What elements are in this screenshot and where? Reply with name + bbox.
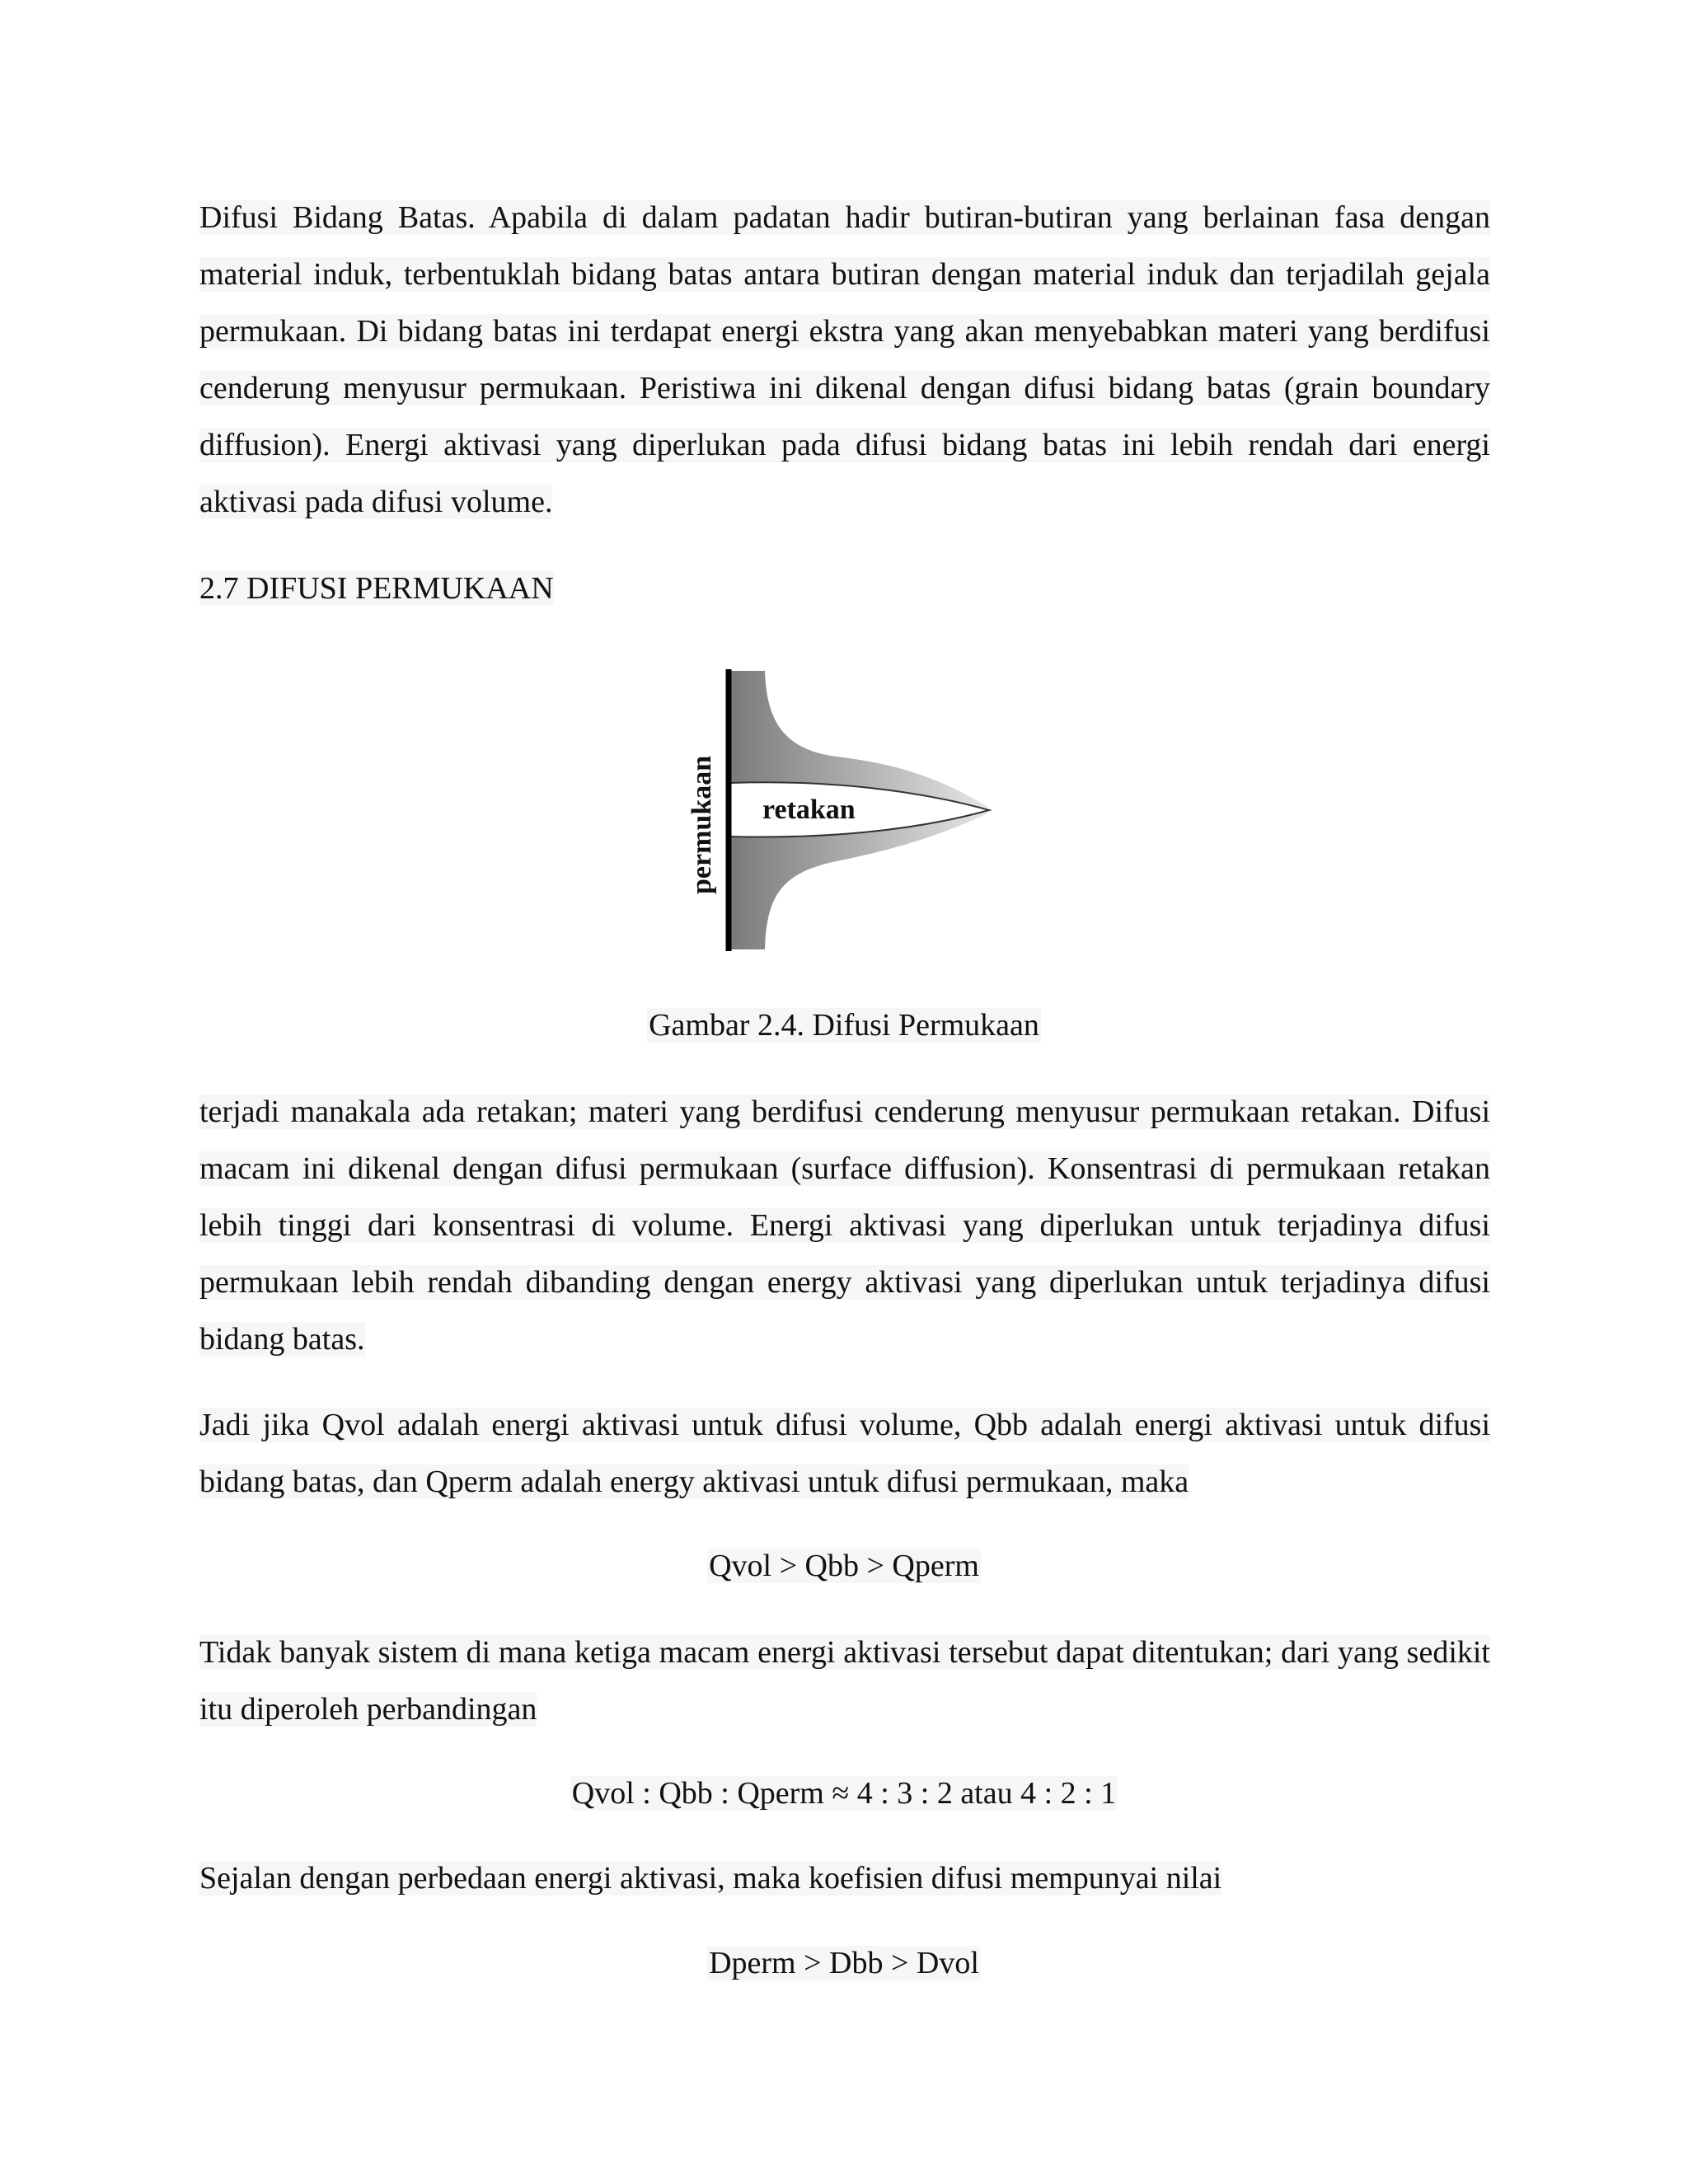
equation-text: Qvol : Qbb : Qperm ≈ 4 : 3 : 2 atau 4 : 2 : 1 [571, 1776, 1117, 1811]
equation-activation-order [0, 1538, 1688, 1595]
crack-label: retakan [762, 794, 856, 825]
surface-diffusion-figure [643, 659, 1006, 972]
paragraph-text: Jadi jika Qvol adalah energi aktivasi untuk difusi volume, Qbb adalah energi aktivasi untuk difusi bidang batas, dan Qperm adalah energy aktivasi untuk difusi permukaan, maka [199, 1408, 1490, 1499]
paragraph-text: Difusi Bidang Batas. Apabila di dalam padatan hadir butiran-butiran yang berlainan fasa dengan material induk, terbentuklah bidang batas antara butiran dengan material induk dan terjadilah gejala permukaan. Di bidang batas ini terdapat energi ekstra yang akan menyebabkan materi yang berdifusi cenderung menyusur permukaan. Peristiwa ini dikenal dengan difusi bidang batas (grain boundary diffusion). Energi aktivasi yang diperlukan pada difusi bidang batas ini lebih rendah dari energi aktivasi pada difusi volume. [199, 200, 1490, 519]
figure-caption [0, 997, 1688, 1054]
section-heading-text: 2.7 DIFUSI PERMUKAAN [199, 571, 554, 606]
figure-caption-text: Gambar 2.4. Difusi Permukaan [649, 1008, 1039, 1043]
section-heading [199, 560, 1490, 617]
paragraph-diffusion-coefficient [199, 1850, 1490, 1907]
paragraph-surface-diffusion [199, 1084, 1490, 1368]
equation-activation-ratio [0, 1765, 1688, 1822]
paragraph-text: terjadi manakala ada retakan; materi yang berdifusi cenderung menyusur permukaan retakan. Difusi macam ini dikenal dengan difusi permukaan (surface diffusion). Konsentrasi di permukaan retakan lebih tinggi dari konsentrasi di volume. Energi aktivasi yang diperlukan untuk terjadinya difusi permukaan lebih rendah dibanding dengan energy aktivasi yang diperlukan untuk terjadinya difusi bidang batas. [199, 1094, 1490, 1357]
paragraph-grain-boundary [199, 190, 1490, 531]
equation-diffusion-order [0, 1935, 1688, 1992]
paragraph-text: Tidak banyak sistem di mana ketiga macam energi aktivasi tersebut dapat ditentukan; dari yang sedikit itu diperoleh perbandingan [199, 1635, 1490, 1727]
paragraph-ratio-intro [199, 1624, 1490, 1738]
paragraph-text: Sejalan dengan perbedaan energi aktivasi, maka koefisien difusi mempunyai nilai [199, 1861, 1222, 1896]
paragraph-activation-energies [199, 1397, 1490, 1511]
surface-label: permukaan [687, 755, 717, 894]
equation-text: Qvol > Qbb > Qperm [709, 1549, 979, 1583]
equation-text: Dperm > Dbb > Dvol [709, 1946, 979, 1980]
surface-diffusion-diagram [643, 659, 1006, 972]
